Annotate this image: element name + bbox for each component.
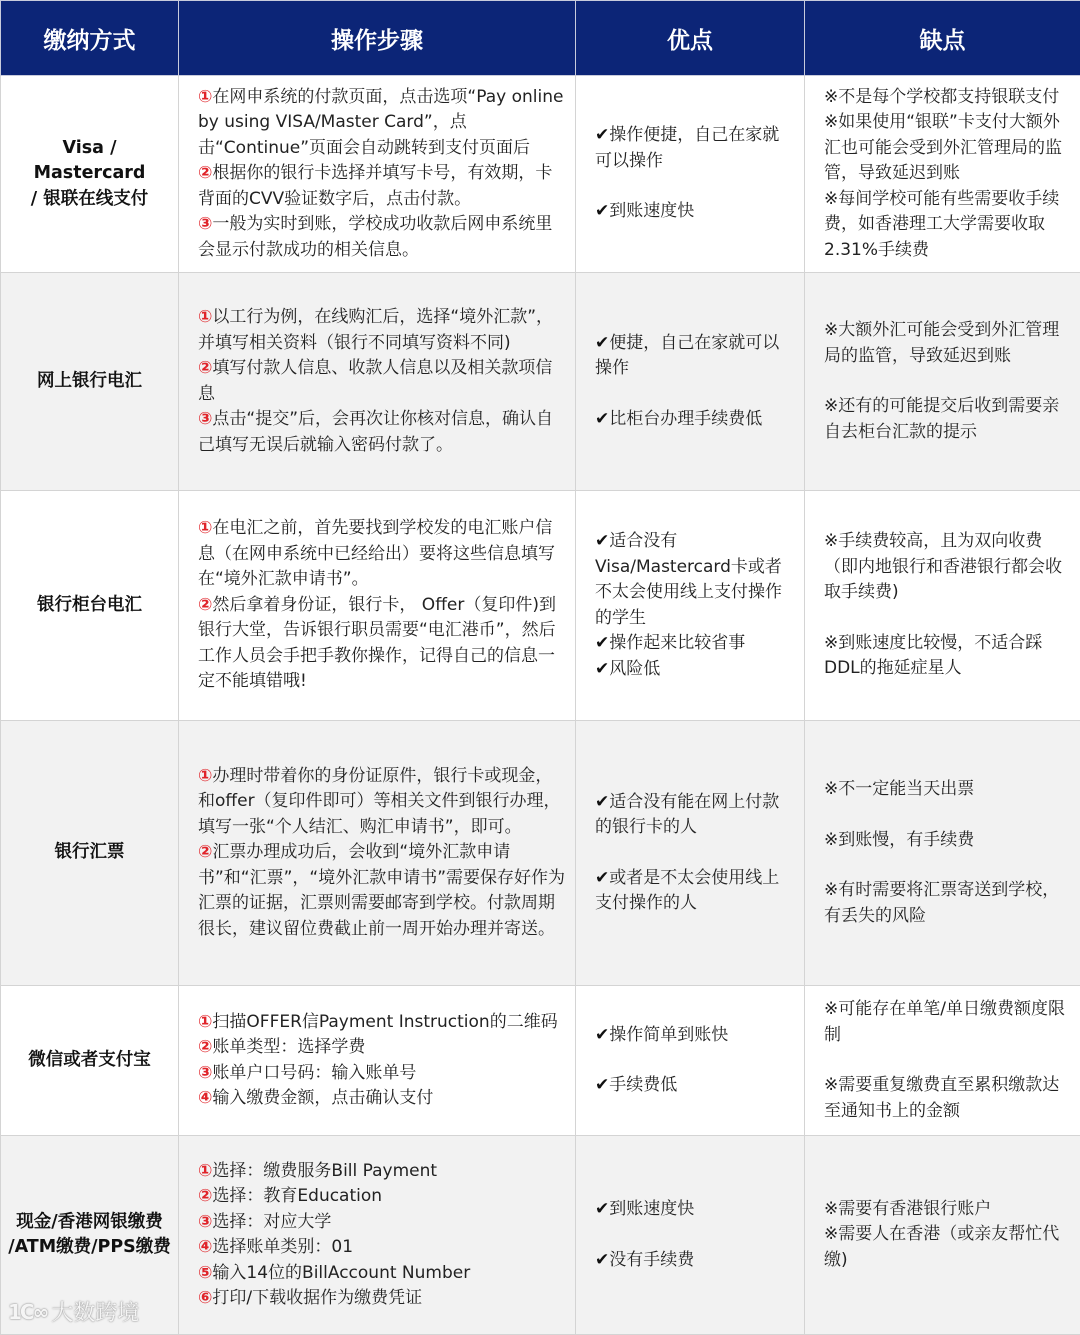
step-item: [198, 1159, 567, 1185]
step-text: 选择：教育Education: [212, 1186, 382, 1206]
step-number: ⑤: [198, 1263, 212, 1283]
con-item: ※手续费较高，且为双向收费（即内地银行和香港银行都会收取手续费): [824, 529, 1072, 606]
spacer: [595, 841, 796, 866]
check-icon: ✔: [595, 659, 609, 679]
table-row: [1, 491, 1080, 721]
cons-cell: [805, 721, 1080, 986]
spacer: [824, 853, 1072, 878]
step-number: ②: [198, 1186, 212, 1206]
step-text: 点击“提交”后，会再次让你核对信息，确认自己填写无误后就输入密码付款了。: [198, 409, 553, 455]
step-text: 办理时带着你的身份证原件，银行卡或现金，和offer（复印件即可）等相关文件到银行办理，填写一张“个人结汇、购汇申请书”，即可。: [198, 766, 561, 837]
check-icon: ✔: [595, 125, 609, 145]
step-text: 选择账单类别：01: [212, 1237, 353, 1257]
step-item: [198, 1235, 567, 1261]
step-item: [198, 1184, 567, 1210]
check-icon: ✔: [595, 868, 609, 888]
step-number: ②: [198, 842, 212, 862]
method-label: / 银联在线支付: [5, 187, 174, 213]
step-text: 输入缴费金额，点击确认支付: [212, 1088, 433, 1108]
step-item: [198, 356, 567, 407]
check-icon: ✔: [595, 633, 609, 653]
con-item: ※不一定能当天出票: [824, 777, 1072, 803]
step-item: [198, 1086, 573, 1112]
step-number: ①: [198, 87, 212, 107]
method-cell: [1, 721, 179, 986]
steps-cell: [179, 491, 576, 721]
step-number: ⑥: [198, 1288, 212, 1308]
step-item: [198, 1286, 567, 1312]
watermark-logo-icon: 1C∞: [8, 1300, 47, 1324]
pro-item: [595, 199, 796, 225]
steps-cell: [179, 721, 576, 986]
spacer: [824, 803, 1072, 828]
pros-cell: [576, 76, 805, 273]
pro-item: [595, 1197, 796, 1223]
step-text: 在电汇之前，首先要找到学校发的电汇账户信息（在网申系统中已经给出）要将这些信息填写在“境外汇款申请书”。: [198, 518, 555, 589]
step-number: ①: [198, 766, 212, 786]
header-method: 缴纳方式: [1, 1, 179, 76]
step-item: [198, 407, 567, 458]
pro-text: 操作起来比较省事: [609, 633, 745, 653]
step-item: [198, 593, 567, 695]
pro-text: 风险低: [609, 659, 660, 679]
con-item: ※大额外汇可能会受到外汇管理局的监管，导致延迟到账: [824, 318, 1072, 369]
check-icon: ✔: [595, 1199, 609, 1219]
cons-cell: [805, 273, 1080, 491]
spacer: [595, 1223, 796, 1248]
method-cell: [1, 273, 179, 491]
pro-text: 操作简单到账快: [609, 1025, 728, 1045]
steps-cell: [179, 986, 576, 1136]
check-icon: ✔: [595, 409, 609, 429]
con-item: ※需要重复缴费直至累积缴款达至通知书上的金额: [824, 1073, 1072, 1124]
method-label: 网上银行电汇: [5, 369, 174, 395]
pro-item: [595, 529, 796, 631]
step-number: ①: [198, 1012, 212, 1032]
method-label: 银行柜台电汇: [5, 593, 174, 619]
step-item: [198, 212, 567, 263]
pro-text: 没有手续费: [609, 1250, 694, 1270]
step-number: ①: [198, 1161, 212, 1181]
check-icon: ✔: [595, 333, 609, 353]
con-item: ※需要人在香港（或亲友帮忙代缴): [824, 1222, 1072, 1273]
table-row: [1, 1136, 1080, 1335]
pro-text: 操作便捷，自己在家就可以操作: [595, 125, 779, 171]
step-item: [198, 305, 567, 356]
step-number: ③: [198, 409, 212, 429]
steps-cell: [179, 76, 576, 273]
step-item: [198, 1061, 573, 1087]
step-item: [198, 1261, 567, 1287]
cons-cell: [805, 986, 1080, 1136]
method-label: 微信或者支付宝: [5, 1048, 174, 1074]
pro-item: [595, 1023, 796, 1049]
step-number: ④: [198, 1237, 212, 1257]
step-item: [198, 1210, 567, 1236]
con-item: ※需要有香港银行账户: [824, 1197, 1072, 1223]
step-number: ②: [198, 595, 212, 615]
con-item: ※到账慢，有手续费: [824, 828, 1072, 854]
table-row: [1, 273, 1080, 491]
step-text: 选择：对应大学: [212, 1212, 331, 1232]
con-item: ※有时需要将汇票寄送到学校，有丢失的风险: [824, 878, 1072, 929]
spacer: [595, 382, 796, 407]
pro-item: [595, 331, 796, 382]
spacer: [824, 1048, 1072, 1073]
method-cell: [1, 76, 179, 273]
con-item: ※每间学校可能有些需要收手续费，如香港理工大学需要收取2.31%手续费: [824, 187, 1072, 264]
cons-cell: [805, 491, 1080, 721]
pro-item: [595, 657, 796, 683]
pro-text: 便捷，自己在家就可以操作: [595, 333, 779, 379]
check-icon: ✔: [595, 1250, 609, 1270]
step-number: ③: [198, 214, 212, 234]
step-item: [198, 161, 567, 212]
step-item: [198, 1035, 573, 1061]
step-item: [198, 764, 567, 841]
check-icon: ✔: [595, 531, 609, 551]
method-label: Visa / Mastercard: [5, 136, 174, 187]
step-number: ①: [198, 518, 212, 538]
spacer: [595, 174, 796, 199]
step-item: [198, 840, 567, 942]
table-row: [1, 76, 1080, 273]
step-text: 选择：缴费服务Bill Payment: [212, 1161, 437, 1181]
pros-cell: [576, 986, 805, 1136]
step-text: 根据你的银行卡选择并填写卡号，有效期，卡背面的CVV验证数字后，点击付款。: [198, 163, 552, 209]
pro-text: 适合没有Visa/Mastercard卡或者不太会使用线上支付操作的学生: [595, 531, 782, 628]
pro-item: [595, 631, 796, 657]
method-label: /ATM缴费/PPS缴费: [5, 1235, 174, 1261]
header-cons: 缺点: [805, 1, 1080, 76]
pro-text: 到账速度快: [609, 1199, 694, 1219]
pro-item: [595, 123, 796, 174]
step-number: ③: [198, 1212, 212, 1232]
table-row: [1, 721, 1080, 986]
header-pros: 优点: [576, 1, 805, 76]
step-item: [198, 85, 567, 162]
pros-cell: [576, 1136, 805, 1335]
table-row: [1, 986, 1080, 1136]
step-item: [198, 1010, 573, 1036]
step-text: 输入14位的BillAccount Number: [212, 1263, 470, 1283]
check-icon: ✔: [595, 1075, 609, 1095]
step-number: ①: [198, 307, 212, 327]
step-text: 填写付款人信息、收款人信息以及相关款项信息: [198, 358, 552, 404]
step-number: ②: [198, 1037, 212, 1057]
pro-text: 或者是不太会使用线上支付操作的人: [595, 868, 779, 914]
step-text: 账单户口号码：输入账单号: [212, 1063, 416, 1083]
con-item: ※如果使用“银联”卡支付大额外汇也可能会受到外汇管理局的监管，导致延迟到账: [824, 110, 1072, 187]
con-item: ※可能存在单笔/单日缴费额度限制: [824, 997, 1072, 1048]
cons-cell: [805, 1136, 1080, 1335]
con-item: ※到账速度比较慢，不适合踩DDL的拖延症星人: [824, 631, 1072, 682]
steps-cell: [179, 1136, 576, 1335]
con-item: ※不是每个学校都支持银联支付: [824, 85, 1072, 111]
check-icon: ✔: [595, 792, 609, 812]
method-label: 现金/香港网银缴费: [5, 1210, 174, 1236]
step-number: ④: [198, 1088, 212, 1108]
watermark-text: 大数跨境: [51, 1296, 139, 1327]
method-label: 银行汇票: [5, 840, 174, 866]
step-text: 以工行为例，在线购汇后，选择“境外汇款”，并填写相关资料（银行不同填写资料不同): [198, 307, 553, 353]
pro-item: [595, 790, 796, 841]
spacer: [595, 1048, 796, 1073]
step-text: 扫描OFFER信Payment Instruction的二维码: [212, 1012, 557, 1032]
spacer: [824, 606, 1072, 631]
pros-cell: [576, 721, 805, 986]
step-text: 汇票办理成功后，会收到“境外汇款申请书”和“汇票”，“境外汇款申请书”需要保存好作为汇票的证据，汇票则需要邮寄到学校。付款周期很长，建议留位费截止前一周开始办理并寄送。: [198, 842, 565, 939]
pro-item: [595, 1073, 796, 1099]
spacer: [824, 369, 1072, 394]
method-cell: [1, 491, 179, 721]
pro-text: 比柜台办理手续费低: [609, 409, 762, 429]
pro-text: 适合没有能在网上付款的银行卡的人: [595, 792, 779, 838]
step-text: 账单类型：选择学费: [212, 1037, 365, 1057]
step-number: ③: [198, 1063, 212, 1083]
cons-cell: [805, 76, 1080, 273]
step-text: 打印/下载收据作为缴费凭证: [212, 1288, 422, 1308]
pro-item: [595, 866, 796, 917]
step-number: ②: [198, 163, 212, 183]
pro-text: 手续费低: [609, 1075, 677, 1095]
step-number: ②: [198, 358, 212, 378]
watermark: [8, 1296, 139, 1327]
check-icon: ✔: [595, 201, 609, 221]
con-item: ※还有的可能提交后收到需要亲自去柜台汇款的提示: [824, 394, 1072, 445]
steps-cell: [179, 273, 576, 491]
step-item: [198, 516, 567, 593]
pros-cell: [576, 491, 805, 721]
pro-text: 到账速度快: [609, 201, 694, 221]
method-cell: [1, 986, 179, 1136]
step-text: 然后拿着身份证，银行卡， Offer（复印件)到银行大堂，告诉银行职员需要“电汇港币”，然后工作人员会手把手教你操作，记得自己的信息一定不能填错哦!: [198, 595, 556, 692]
step-text: 一般为实时到账，学校成功收款后网申系统里会显示付款成功的相关信息。: [198, 214, 552, 260]
step-text: 在网申系统的付款页面，点击选项“Pay online by using VISA/Master Card”，点击“Continue”页面会自动跳转到支付页面后: [198, 87, 563, 158]
header-row: [1, 1, 1080, 76]
pro-item: [595, 407, 796, 433]
pro-item: [595, 1248, 796, 1274]
pros-cell: [576, 273, 805, 491]
header-steps: 操作步骤: [179, 1, 576, 76]
check-icon: ✔: [595, 1025, 609, 1045]
